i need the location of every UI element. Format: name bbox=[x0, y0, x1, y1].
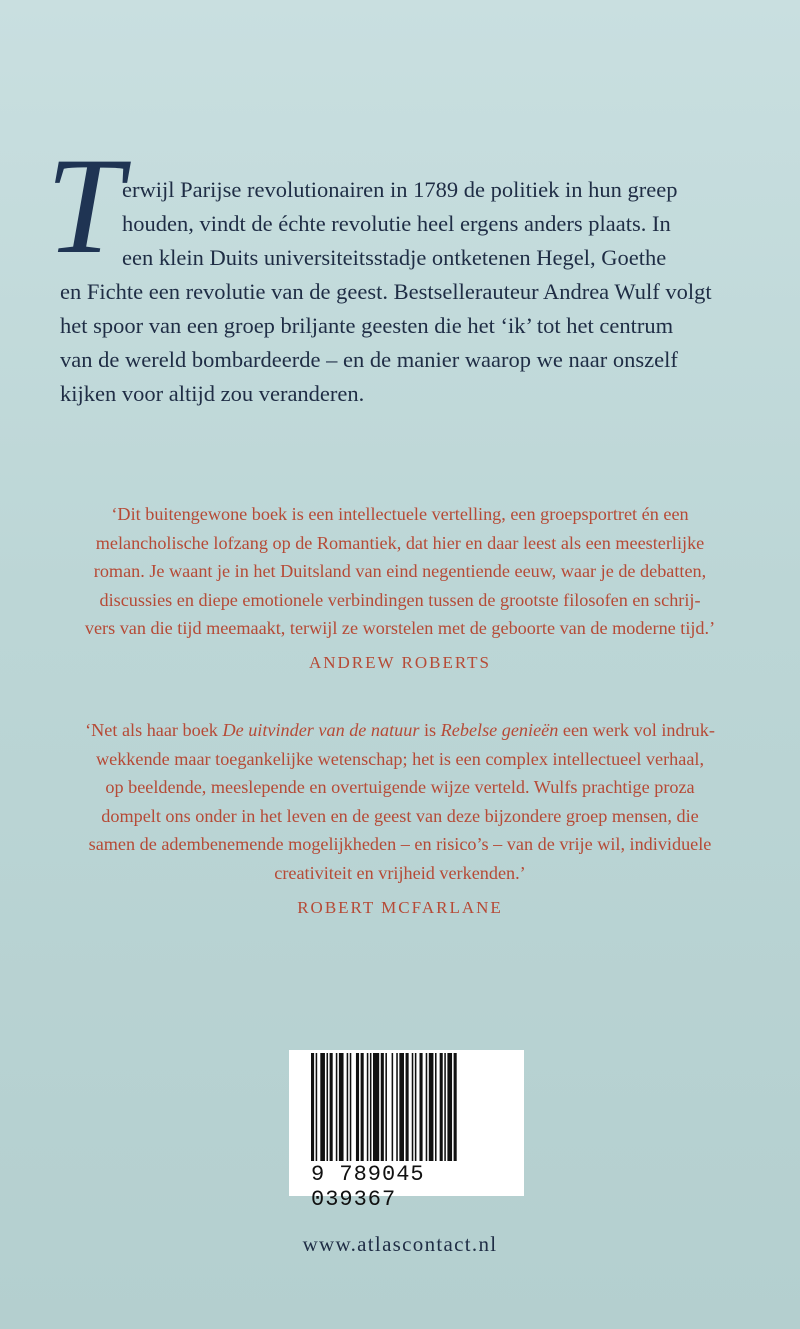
quote-line: discussies en diepe emotionele verbindingen tussen de grootste filosofen en schrij- bbox=[99, 589, 701, 610]
intro-line: een klein Duits universiteitsstadje ontketenen Hegel, Goethe bbox=[122, 245, 667, 270]
isbn-barcode bbox=[289, 1050, 524, 1212]
quote-author: ANDREW ROBERTS bbox=[308, 652, 492, 672]
quote-text: een werk vol indruk- bbox=[558, 720, 715, 740]
review-quote-2 bbox=[40, 716, 760, 922]
barcode-icon bbox=[311, 1053, 503, 1161]
drop-cap: T bbox=[46, 129, 123, 282]
book-title: De uitvinder van de natuur bbox=[222, 720, 420, 740]
publisher-website: www.atlascontact.nl bbox=[302, 1232, 498, 1256]
isbn-number: 9 789045 039367 bbox=[311, 1162, 425, 1212]
quote-line: vers van die tijd meemaakt, terwijl ze worstelen met de geboorte van de moderne tijd.’ bbox=[84, 618, 716, 639]
intro-line: kijken voor altijd zou veranderen. bbox=[60, 381, 365, 406]
intro-line: het spoor van een groep briljante geesten die het ‘ik’ tot het centrum bbox=[60, 313, 674, 338]
intro-line: en Fichte een revolutie van de geest. Bestsellerauteur Andrea Wulf volgt bbox=[60, 279, 712, 304]
quote-line: ‘Dit buitengewone boek is een intellectuele vertelling, een groepsportret én een bbox=[111, 504, 689, 524]
book-title: Rebelse genieën bbox=[440, 720, 559, 740]
quote-line: samen de adembenemende mogelijkheden – en risico’s – van de vrije wil, individuele bbox=[88, 834, 712, 855]
quote-line bbox=[40, 716, 760, 745]
quote-line: roman. Je waant je in het Duitsland van eind negentiende eeuw, waar je de debatten, bbox=[93, 561, 707, 582]
intro-line: van de wereld bombardeerde – en de manier waarop we naar onszelf bbox=[60, 347, 678, 372]
quote-line: dompelt ons onder in het leven en de geest van deze bijzondere groep mensen, die bbox=[101, 805, 699, 826]
quote-author: ROBERT MCFARLANE bbox=[297, 897, 503, 917]
quote-line: wekkende maar toegankelijke wetenschap; het is een complex intellectueel verhaal, bbox=[95, 748, 704, 769]
quote-line: melancholische lofzang op de Romantiek, dat hier en daar leest als een meesterlijke bbox=[95, 532, 705, 553]
intro-line: erwijl Parijse revolutionairen in 1789 de politiek in hun greep bbox=[122, 177, 678, 202]
review-quote-1 bbox=[40, 500, 760, 678]
quote-line: op beeldende, meeslepende en overtuigende wijze verteld. Wulfs prachtige proza bbox=[105, 777, 695, 798]
quote-text: ‘Net als haar boek bbox=[85, 720, 223, 740]
quote-text: is bbox=[419, 720, 441, 740]
intro-line: houden, vindt de échte revolutie heel ergens anders plaats. In bbox=[122, 211, 671, 236]
quote-line: creativiteit en vrijheid verkenden.’ bbox=[274, 862, 526, 883]
